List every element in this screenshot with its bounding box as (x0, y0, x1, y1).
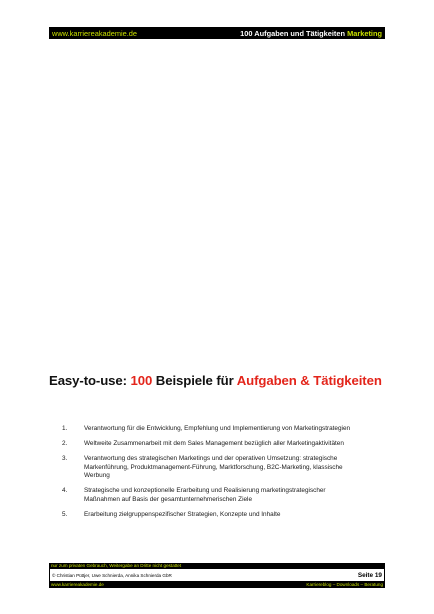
task-text: Verantwortung des strategischen Marketings und der operativen Umsetzung: strategische Markenführung, Produktmanagement-Führung, Marktforschung, B2C-Marketing, klassische Werbung (84, 454, 343, 480)
task-item (62, 425, 352, 434)
page-footer (49, 563, 385, 588)
task-item (62, 440, 352, 449)
task-text: Strategische und konzeptionelle Erarbeitung und Realisierung marketingstrategischer Maßnahmen auf Basis der gesamtunternehmerischen Ziele (84, 487, 326, 503)
heading-part1: Easy-to-use: (49, 373, 131, 388)
task-text: Verantwortung für die Entwicklung, Empfehlung und Implementierung von Marketingstrategien (84, 425, 351, 432)
heading-part3: Aufgaben & Tätigkeiten (236, 373, 382, 388)
task-number: 5. (62, 510, 68, 518)
page-number: Seite 19 (357, 571, 382, 579)
header-title-main: 100 Aufgaben und Tätigkeiten (240, 28, 348, 38)
footer-link-bar (49, 581, 385, 588)
footer-info-row (49, 569, 385, 581)
header-url[interactable]: www.karriereakademie.de (52, 28, 138, 38)
footer-url[interactable]: www.karriereakademie.de (51, 582, 104, 587)
task-number: 2. (62, 439, 68, 447)
heading-number: 100 (130, 373, 153, 388)
task-text: Erarbeitung zielgruppenspezifischer Strategien, Konzepte und Inhalte (84, 510, 281, 518)
task-number: 3. (62, 454, 68, 462)
task-item (62, 487, 352, 504)
footer-notice: nur zum privaten Gebrauch, Weitergabe an Dritte nicht gestattet (51, 563, 182, 568)
footer-copyright: © Christian Püttjer, Uwe Schnierda, Annika Schnierda GbR (52, 572, 172, 578)
task-list (62, 425, 352, 526)
header-title-accent: Marketing (347, 28, 382, 38)
task-number: 4. (62, 487, 68, 495)
header-title (240, 29, 382, 38)
task-number: 1. (62, 425, 68, 432)
section-heading (49, 373, 382, 388)
task-text: Weltweite Zusammenarbeit mit dem Sales Management bezüglich aller Marketingaktivitäten (84, 439, 344, 447)
task-item (62, 511, 352, 520)
task-item (62, 455, 352, 481)
page-header-bar (49, 27, 385, 39)
heading-part2: Beispiele für (152, 373, 237, 388)
footer-links[interactable]: Karriereblog – Downloads – Beratung (306, 582, 383, 587)
